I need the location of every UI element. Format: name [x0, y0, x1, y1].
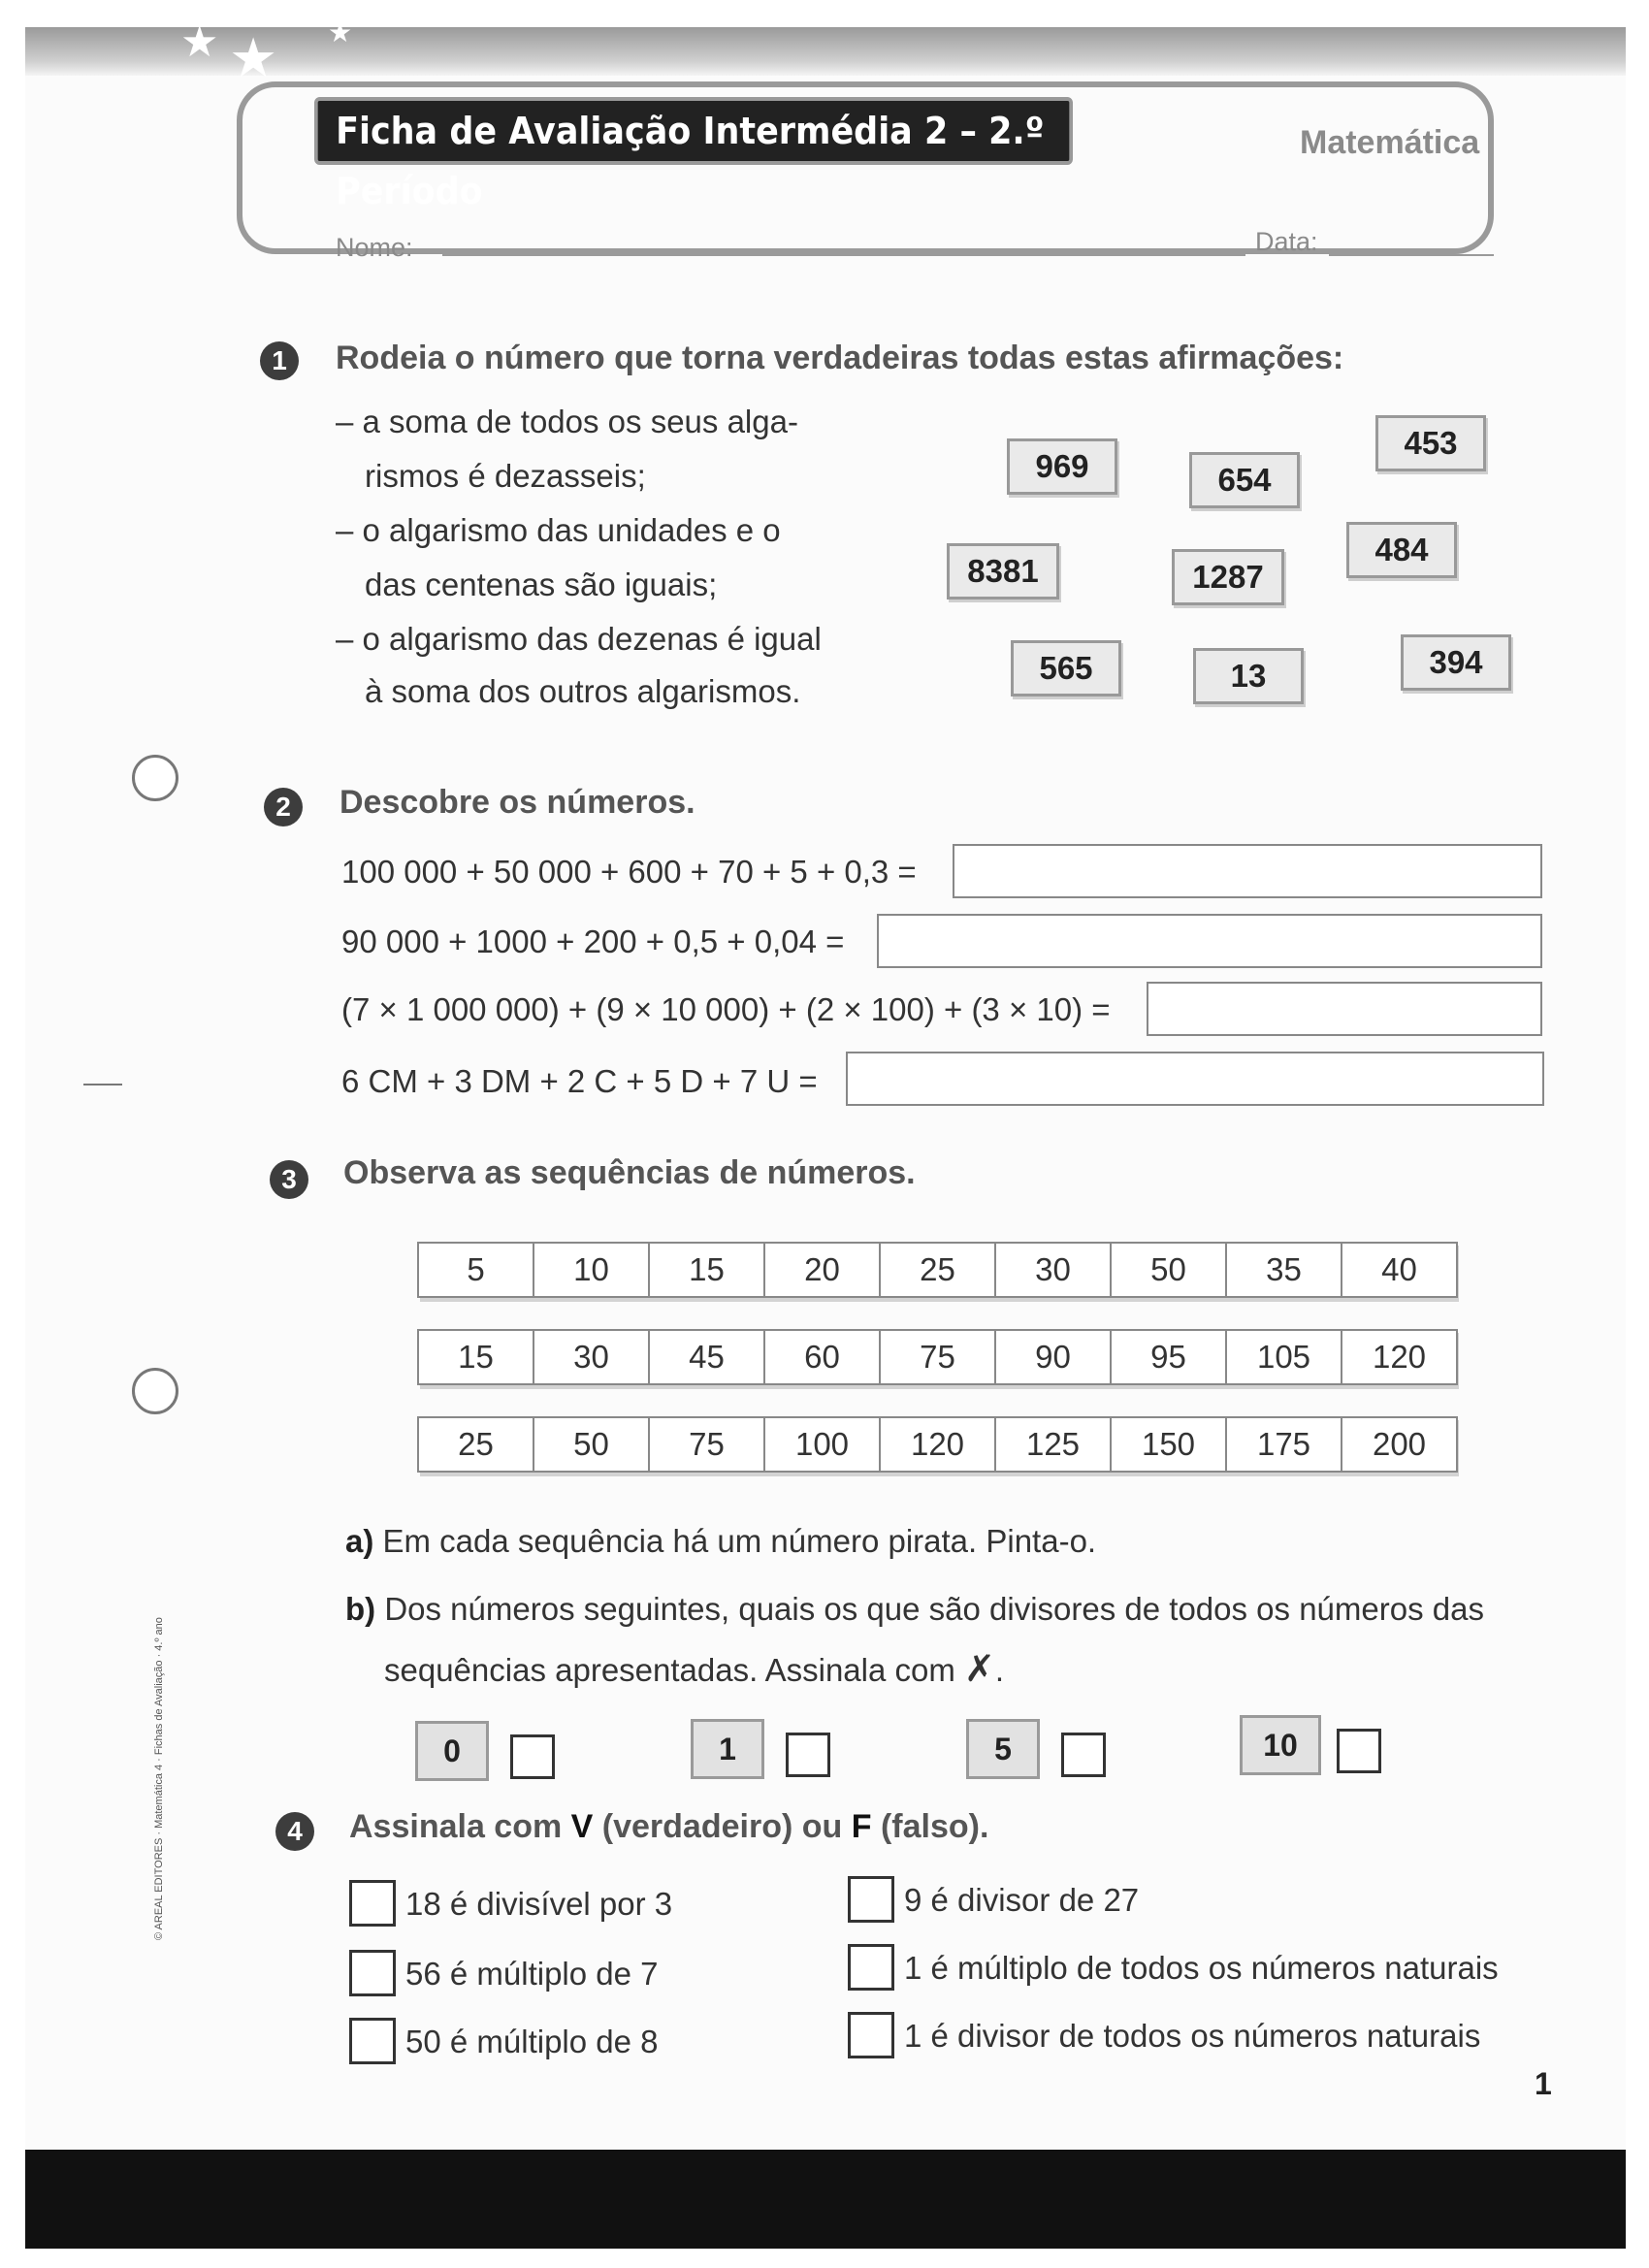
vf-checkbox[interactable]: [349, 1950, 396, 1996]
answer-box[interactable]: [953, 844, 1542, 898]
sequence-cell[interactable]: 20: [763, 1242, 881, 1298]
q4-title-part: (verdadeiro) ou: [593, 1808, 852, 1845]
sequence-cell[interactable]: 15: [648, 1242, 765, 1298]
number-option[interactable]: 394: [1401, 634, 1511, 691]
q2-expression: 90 000 + 1000 + 200 + 0,5 + 0,04 =: [341, 923, 845, 959]
sequence-cell[interactable]: 10: [533, 1242, 650, 1298]
number-option[interactable]: 8381: [947, 543, 1059, 599]
divisor-checkbox[interactable]: [510, 1734, 555, 1779]
sequence-cell[interactable]: 50: [533, 1416, 650, 1473]
sequence-row-2: [417, 1329, 1456, 1385]
number-option[interactable]: 13: [1193, 648, 1304, 704]
q1-statement-line: rismos é dezasseis;: [365, 458, 646, 494]
publisher-credit: © AREAL EDITORES · Matemática 4 · Fichas de Avaliação · 4.º ano: [153, 1617, 165, 1940]
vf-checkbox[interactable]: [848, 1944, 894, 1991]
vf-checkbox[interactable]: [349, 2018, 396, 2064]
question-3-number: 3: [270, 1160, 308, 1199]
vf-checkbox[interactable]: [349, 1880, 396, 1927]
subject-label: Matemática: [1300, 124, 1480, 161]
q3b-text: Dos números seguintes, quais os que são divisores de todos os números das: [384, 1591, 1484, 1627]
sequence-cell[interactable]: 5: [417, 1242, 534, 1298]
sequence-cell[interactable]: 60: [763, 1329, 881, 1385]
divisor-option: 1: [691, 1719, 764, 1779]
question-4-title: [349, 1808, 988, 1846]
number-option[interactable]: 565: [1011, 640, 1121, 697]
answer-box[interactable]: [846, 1052, 1544, 1106]
q3b-text-end: .: [994, 1652, 1005, 1688]
question-3-title: Observa as sequências de números.: [343, 1154, 916, 1191]
x-mark-icon: ✗: [964, 1649, 995, 1690]
sequence-cell[interactable]: 75: [879, 1329, 996, 1385]
q2-expression: (7 × 1 000 000) + (9 × 10 000) + (2 × 100) + (3 × 10) =: [341, 991, 1111, 1027]
q3a-line: [345, 1523, 1096, 1560]
vf-statement: 1 é múltiplo de todos os números naturais: [904, 1950, 1499, 1986]
name-label: Nome:: [336, 233, 413, 262]
question-4-number: 4: [275, 1812, 314, 1851]
q1-statement-line: – a soma de todos os seus alga-: [336, 404, 798, 439]
vf-statement: 56 é múltiplo de 7: [405, 1956, 659, 1992]
sequence-cell[interactable]: 125: [994, 1416, 1112, 1473]
q3a-label: a): [345, 1523, 374, 1559]
divisor-checkbox[interactable]: [1337, 1729, 1381, 1773]
binder-hole: [132, 1368, 178, 1414]
sequence-cell[interactable]: 90: [994, 1329, 1112, 1385]
q1-statement-line: – o algarismo das dezenas é igual: [336, 621, 822, 657]
sequence-cell[interactable]: 30: [994, 1242, 1112, 1298]
sequence-cell[interactable]: 45: [648, 1329, 765, 1385]
sequence-cell[interactable]: 25: [879, 1242, 996, 1298]
sequence-cell[interactable]: 105: [1225, 1329, 1342, 1385]
divisor-option: 0: [415, 1721, 489, 1781]
sequence-cell[interactable]: 75: [648, 1416, 765, 1473]
star-icon: ★: [328, 17, 353, 48]
sequence-cell[interactable]: 25: [417, 1416, 534, 1473]
q1-statement-line: à soma dos outros algarismos.: [365, 673, 801, 709]
q3b-text-2: sequências apresentadas. Assinala com: [384, 1652, 955, 1688]
page-number: 1: [1535, 2066, 1552, 2101]
number-option[interactable]: 1287: [1172, 549, 1284, 605]
vf-statement: 18 é divisível por 3: [405, 1886, 673, 1922]
sequence-cell[interactable]: 30: [533, 1329, 650, 1385]
sequence-cell[interactable]: 150: [1110, 1416, 1227, 1473]
q3b-line-1: [345, 1591, 1484, 1628]
sequence-row-1: [417, 1242, 1456, 1298]
sequence-cell[interactable]: 50: [1110, 1242, 1227, 1298]
name-field[interactable]: [442, 254, 1245, 256]
q2-expression: 6 CM + 3 DM + 2 C + 5 D + 7 U =: [341, 1063, 818, 1099]
sequence-cell[interactable]: 100: [763, 1416, 881, 1473]
divisor-checkbox[interactable]: [786, 1733, 830, 1777]
worksheet-title: Ficha de Avaliação Intermédia 2 – 2.º Período: [314, 97, 1073, 165]
vf-statement: 9 é divisor de 27: [904, 1882, 1140, 1918]
answer-box[interactable]: [1147, 982, 1542, 1036]
q2-expression: 100 000 + 50 000 + 600 + 70 + 5 + 0,3 =: [341, 854, 917, 890]
sequence-row-3: [417, 1416, 1456, 1473]
sequence-cell[interactable]: 15: [417, 1329, 534, 1385]
q4-title-f: F: [851, 1808, 872, 1845]
vf-checkbox[interactable]: [848, 2012, 894, 2058]
star-icon: ★: [229, 27, 278, 88]
vf-statement: 1 é divisor de todos os números naturais: [904, 2018, 1481, 2054]
sequence-cell[interactable]: 40: [1341, 1242, 1458, 1298]
q1-statement-line: das centenas são iguais;: [365, 567, 718, 602]
question-1-title: Rodeia o número que torna verdadeiras todas estas afirmações:: [336, 340, 1344, 376]
q3a-text: Em cada sequência há um número pirata. Pinta-o.: [382, 1523, 1097, 1559]
fold-mark: [83, 1084, 122, 1085]
sequence-cell[interactable]: 120: [1341, 1329, 1458, 1385]
question-1-number: 1: [260, 341, 299, 380]
bottom-band: [25, 2150, 1626, 2249]
binder-hole: [132, 755, 178, 801]
top-banner: [25, 17, 1626, 88]
q4-title-part: Assinala com: [349, 1808, 571, 1845]
number-option[interactable]: 484: [1346, 522, 1457, 578]
divisor-checkbox[interactable]: [1061, 1733, 1106, 1777]
question-2-number: 2: [264, 788, 303, 826]
sequence-cell[interactable]: 35: [1225, 1242, 1342, 1298]
divisor-option: 10: [1240, 1715, 1321, 1775]
number-option[interactable]: 453: [1375, 415, 1486, 471]
question-2-title: Descobre os números.: [340, 784, 695, 821]
q3b-label: b): [345, 1591, 376, 1627]
vf-statement: 50 é múltiplo de 8: [405, 2024, 659, 2059]
q3b-line-2: [384, 1647, 1004, 1691]
q4-title-part: (falso).: [871, 1808, 989, 1845]
vf-checkbox[interactable]: [848, 1876, 894, 1923]
answer-box[interactable]: [877, 914, 1542, 968]
number-option[interactable]: 654: [1189, 452, 1300, 508]
star-icon: ★: [180, 18, 219, 66]
divisor-option: 5: [966, 1719, 1040, 1779]
sequence-cell[interactable]: 95: [1110, 1329, 1227, 1385]
date-label: Data:: [1255, 227, 1318, 256]
q1-statement-line: – o algarismo das unidades e o: [336, 512, 781, 548]
number-option[interactable]: 969: [1007, 438, 1117, 495]
sequence-cell[interactable]: 200: [1341, 1416, 1458, 1473]
sequence-cell[interactable]: 120: [879, 1416, 996, 1473]
sequence-cell[interactable]: 175: [1225, 1416, 1342, 1473]
q4-title-v: V: [570, 1808, 594, 1845]
date-field[interactable]: [1329, 254, 1494, 256]
